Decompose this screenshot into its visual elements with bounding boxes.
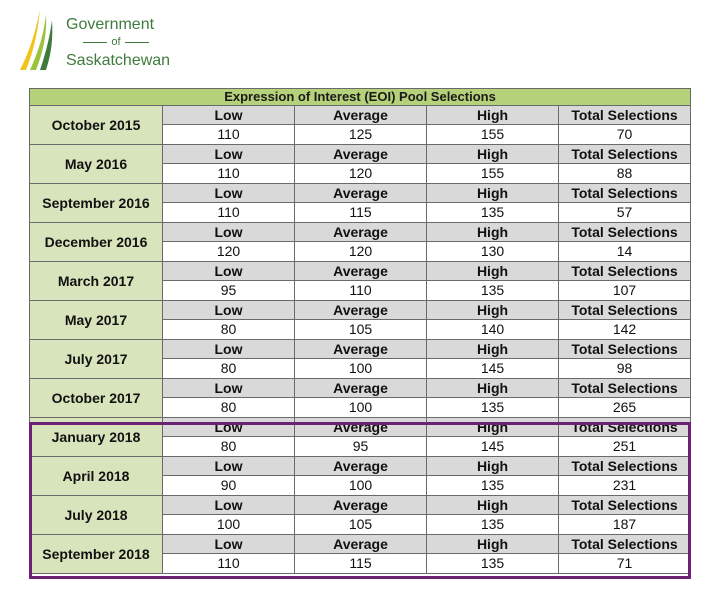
column-label-cell: Total Selections [559,145,691,164]
value-cell-low: 110 [163,554,295,574]
column-label-cell: Average [295,184,427,203]
value-cell-total: 14 [559,242,691,262]
value-cell-average: 115 [295,554,427,574]
period-cell: September 2018 [30,535,163,574]
table-row-header [30,535,691,554]
value-cell-low: 80 [163,437,295,457]
value-cell-high: 135 [427,515,559,535]
value-cell-total: 142 [559,320,691,340]
column-label-cell: Total Selections [559,106,691,125]
column-label-cell: High [427,457,559,476]
value-cell-high: 155 [427,125,559,145]
column-label-cell: Low [163,301,295,320]
column-label-cell: Low [163,457,295,476]
column-label-cell: Low [163,496,295,515]
period-cell: April 2018 [30,457,163,496]
value-cell-total: 98 [559,359,691,379]
table-row-header [30,262,691,281]
period-cell: May 2017 [30,301,163,340]
table-row-header [30,106,691,125]
logo-line-of: of [66,34,166,51]
value-cell-total: 71 [559,554,691,574]
table-row-header [30,301,691,320]
value-cell-low: 120 [163,242,295,262]
value-cell-total: 251 [559,437,691,457]
value-cell-average: 120 [295,164,427,184]
government-logo [18,8,178,80]
value-cell-average: 100 [295,359,427,379]
value-cell-average: 100 [295,476,427,496]
column-label-cell: High [427,262,559,281]
column-label-cell: High [427,223,559,242]
value-cell-low: 100 [163,515,295,535]
value-cell-total: 57 [559,203,691,223]
column-label-cell: Low [163,340,295,359]
table-title: Expression of Interest (EOI) Pool Selections [30,89,691,106]
period-cell: January 2018 [30,418,163,457]
value-cell-low: 80 [163,359,295,379]
value-cell-average: 105 [295,515,427,535]
table-row-header [30,379,691,398]
logo-line-government: Government [66,16,155,33]
value-cell-average: 100 [295,398,427,418]
value-cell-average: 110 [295,281,427,301]
value-cell-low: 110 [163,203,295,223]
column-label-cell: High [427,340,559,359]
column-label-cell: High [427,301,559,320]
column-label-cell: Low [163,145,295,164]
column-label-cell: Average [295,106,427,125]
value-cell-high: 135 [427,554,559,574]
value-cell-low: 80 [163,398,295,418]
column-label-cell: Low [163,106,295,125]
column-label-cell: Average [295,340,427,359]
table-row-header [30,457,691,476]
column-label-cell: Low [163,223,295,242]
column-label-cell: Total Selections [559,457,691,476]
value-cell-average: 115 [295,203,427,223]
column-label-cell: High [427,145,559,164]
column-label-cell: Low [163,184,295,203]
table-row-header [30,145,691,164]
column-label-cell: Total Selections [559,184,691,203]
value-cell-average: 120 [295,242,427,262]
wheat-icon [18,8,62,74]
column-label-cell: Total Selections [559,340,691,359]
column-label-cell: Average [295,457,427,476]
value-cell-total: 70 [559,125,691,145]
column-label-cell: High [427,535,559,554]
column-label-cell: High [427,184,559,203]
column-label-cell: Total Selections [559,223,691,242]
column-label-cell: High [427,106,559,125]
value-cell-average: 125 [295,125,427,145]
column-label-cell: Average [295,262,427,281]
column-label-cell: Total Selections [559,418,691,437]
column-label-cell: Average [295,301,427,320]
table-row-header [30,184,691,203]
value-cell-low: 110 [163,164,295,184]
column-label-cell: High [427,379,559,398]
table-row-header [30,418,691,437]
value-cell-low: 95 [163,281,295,301]
value-cell-high: 135 [427,281,559,301]
period-cell: October 2015 [30,106,163,145]
column-label-cell: Low [163,379,295,398]
period-cell: December 2016 [30,223,163,262]
column-label-cell: High [427,496,559,515]
value-cell-high: 135 [427,203,559,223]
value-cell-high: 155 [427,164,559,184]
column-label-cell: Average [295,223,427,242]
period-cell: March 2017 [30,262,163,301]
value-cell-high: 135 [427,398,559,418]
column-label-cell: Low [163,418,295,437]
table-row-header [30,223,691,242]
table-row-header [30,340,691,359]
column-label-cell: Average [295,535,427,554]
period-cell: May 2016 [30,145,163,184]
value-cell-high: 140 [427,320,559,340]
column-label-cell: Total Selections [559,379,691,398]
logo-line-saskatchewan: Saskatchewan [66,52,171,69]
column-label-cell: Average [295,145,427,164]
value-cell-total: 88 [559,164,691,184]
value-cell-high: 135 [427,476,559,496]
period-cell: October 2017 [30,379,163,418]
value-cell-total: 231 [559,476,691,496]
column-label-cell: Total Selections [559,535,691,554]
column-label-cell: Total Selections [559,262,691,281]
column-label-cell: Average [295,496,427,515]
table-body [30,106,691,574]
value-cell-low: 80 [163,320,295,340]
value-cell-total: 265 [559,398,691,418]
column-label-cell: Average [295,418,427,437]
value-cell-high: 130 [427,242,559,262]
value-cell-low: 110 [163,125,295,145]
table-row-header [30,496,691,515]
column-label-cell: Low [163,535,295,554]
value-cell-average: 95 [295,437,427,457]
value-cell-average: 105 [295,320,427,340]
value-cell-total: 187 [559,515,691,535]
value-cell-low: 90 [163,476,295,496]
column-label-cell: Average [295,379,427,398]
value-cell-total: 107 [559,281,691,301]
value-cell-high: 145 [427,359,559,379]
logo-text [66,16,170,69]
column-label-cell: Low [163,262,295,281]
period-cell: September 2016 [30,184,163,223]
eoi-selections-table [29,88,691,574]
column-label-cell: Total Selections [559,301,691,320]
column-label-cell: Total Selections [559,496,691,515]
period-cell: July 2018 [30,496,163,535]
period-cell: July 2017 [30,340,163,379]
column-label-cell: High [427,418,559,437]
value-cell-high: 145 [427,437,559,457]
